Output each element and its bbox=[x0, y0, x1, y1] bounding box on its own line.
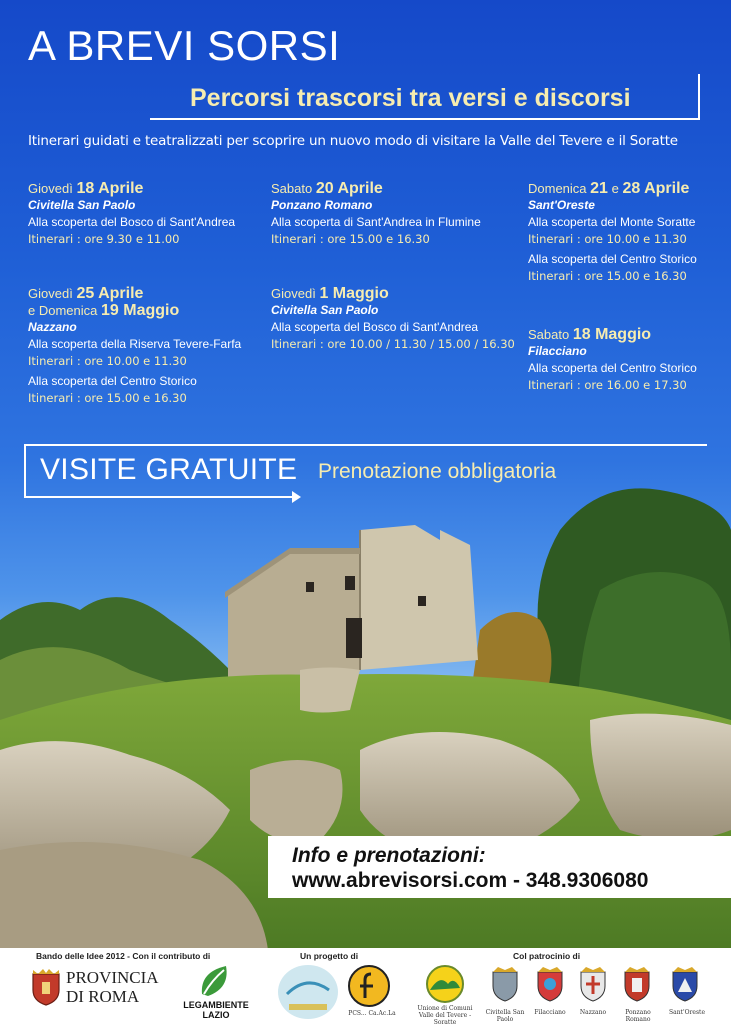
event-itinerari: Itinerari : ore 10.00 e 11.30 bbox=[528, 232, 687, 246]
event-desc: Alla scoperta del Centro Storico bbox=[528, 361, 697, 375]
event-itinerari: Itinerari : ore 15.00 e 16.30 bbox=[528, 269, 687, 283]
event-desc: Alla scoperta del Centro Storico bbox=[528, 252, 697, 266]
event-date2: 19 Maggio bbox=[101, 302, 180, 319]
poster-subtitle: Percorsi trascorsi tra versi e discorsi bbox=[190, 84, 631, 112]
event-date: 18 Aprile bbox=[76, 180, 144, 197]
info-box bbox=[268, 836, 731, 898]
path-stones bbox=[300, 668, 360, 713]
pcs-caption: PCS... Ca.Ac.La bbox=[348, 1010, 396, 1017]
event-21-28-aprile bbox=[528, 180, 728, 285]
visite-gratuite: VISITE GRATUITE bbox=[40, 453, 298, 486]
event-itinerari: Itinerari : ore 15.00 e 16.30 bbox=[28, 391, 187, 405]
legambiente-line2: LAZIO bbox=[202, 1010, 230, 1020]
civitella-crest-icon bbox=[490, 966, 520, 1002]
legambiente-line1: LEGAMBIENTE bbox=[183, 1000, 249, 1010]
event-day2: e Domenica bbox=[28, 303, 98, 318]
event-place: Ponzano Romano bbox=[271, 198, 373, 212]
provincia-line1: PROVINCIA bbox=[66, 968, 159, 987]
event-desc: Alla scoperta della Riserva Tevere-Farfa bbox=[28, 337, 242, 351]
patrocinio-label: Col patrocinio di bbox=[513, 951, 581, 961]
event-1-maggio bbox=[271, 285, 516, 353]
event-desc: Alla scoperta di Sant'Andrea in Flumine bbox=[271, 215, 481, 229]
unione-comuni-logo-icon bbox=[424, 964, 466, 1004]
arrow-right-icon bbox=[292, 491, 301, 503]
event-itinerari: Itinerari : ore 15.00 e 16.30 bbox=[271, 232, 430, 246]
event-day: Sabato bbox=[271, 181, 313, 196]
nazzano-caption: Nazzano bbox=[579, 1009, 607, 1016]
poster-title: A BREVI SORSI bbox=[28, 22, 341, 69]
event-sep: e bbox=[611, 181, 619, 196]
provincia-line2: DI ROMA bbox=[66, 987, 140, 1006]
event-day: Domenica bbox=[528, 181, 587, 196]
event-20-aprile bbox=[271, 180, 511, 248]
visite-frame-left bbox=[24, 444, 26, 498]
event-place: Civitella San Paolo bbox=[271, 303, 379, 317]
event-date: 20 Aprile bbox=[315, 180, 383, 197]
civitella-caption: Civitella San Paolo bbox=[485, 1009, 525, 1023]
event-18-maggio bbox=[528, 326, 728, 394]
tagline: Itinerari guidati e teatralizzati per scoprire un nuovo modo di visitare la Valle del Tevere e il Soratte bbox=[28, 133, 678, 149]
legambiente-logo bbox=[174, 1000, 258, 1020]
ponzano-crest-icon bbox=[622, 966, 652, 1002]
event-place: Civitella San Paolo bbox=[28, 198, 136, 212]
event-day: Sabato bbox=[528, 327, 570, 342]
visite-frame-top bbox=[24, 444, 707, 446]
provincia-roma-crest-icon bbox=[30, 968, 62, 1006]
info-label: Info e prenotazioni: bbox=[292, 844, 486, 867]
event-itinerari: Itinerari : ore 10.00 e 11.30 bbox=[28, 354, 187, 368]
event-desc: Alla scoperta del Bosco di Sant'Andrea bbox=[28, 215, 236, 229]
event-itinerari: Itinerari : ore 16.00 e 17.30 bbox=[528, 378, 687, 392]
subtitle-underline bbox=[150, 118, 700, 120]
nazzano-crest-icon bbox=[578, 966, 608, 1002]
event-day: Giovedì bbox=[271, 286, 316, 301]
event-date2: 28 Aprile bbox=[622, 180, 690, 197]
event-date: 18 Maggio bbox=[572, 326, 652, 343]
event-place: Sant'Oreste bbox=[528, 198, 595, 212]
pcs-logo-icon bbox=[347, 964, 391, 1008]
unione-caption: Unione di Comuni Valle del Tevere - Soratte bbox=[417, 1005, 473, 1024]
santoreste-caption: Sant'Oreste bbox=[669, 1009, 705, 1016]
progetto-label: Un progetto di bbox=[300, 951, 359, 961]
provincia-roma-logo bbox=[66, 968, 159, 1006]
footer-sponsors bbox=[0, 948, 731, 1024]
event-day: Giovedì bbox=[28, 286, 73, 301]
info-contact[interactable]: www.abrevisorsi.com - 348.9306080 bbox=[292, 869, 649, 892]
progetto-logo-icon bbox=[277, 964, 339, 1020]
event-18-aprile bbox=[28, 180, 258, 248]
event-place: Nazzano bbox=[28, 320, 77, 334]
filacciano-crest-icon bbox=[535, 966, 565, 1002]
event-desc: Alla scoperta del Centro Storico bbox=[28, 374, 197, 388]
event-date: 21 bbox=[590, 180, 608, 197]
event-day: Giovedì bbox=[28, 181, 73, 196]
event-25-aprile-19-maggio bbox=[28, 285, 258, 407]
prenotazione-note: Prenotazione obbligatoria bbox=[318, 460, 557, 483]
subtitle-bracket bbox=[698, 74, 700, 120]
event-date: 25 Aprile bbox=[76, 285, 144, 302]
visite-frame-bottom bbox=[24, 496, 296, 498]
event-place: Filacciano bbox=[528, 344, 587, 358]
castle-icon bbox=[225, 525, 478, 680]
event-date: 1 Maggio bbox=[319, 285, 389, 302]
event-itinerari: Itinerari : ore 10.00 / 11.30 / 15.00 / 16.30 bbox=[271, 337, 515, 351]
santoreste-crest-icon bbox=[670, 966, 700, 1002]
ponzano-caption: Ponzano Romano bbox=[625, 1009, 651, 1023]
filacciano-caption: Filacciano bbox=[534, 1009, 566, 1016]
legambiente-leaf-icon bbox=[196, 962, 234, 1000]
bando-label: Bando delle Idee 2012 - Con il contributo di bbox=[36, 951, 211, 961]
event-desc: Alla scoperta del Monte Soratte bbox=[528, 215, 696, 229]
event-desc: Alla scoperta del Bosco di Sant'Andrea bbox=[271, 320, 479, 334]
event-itinerari: Itinerari : ore 9.30 e 11.00 bbox=[28, 232, 180, 246]
